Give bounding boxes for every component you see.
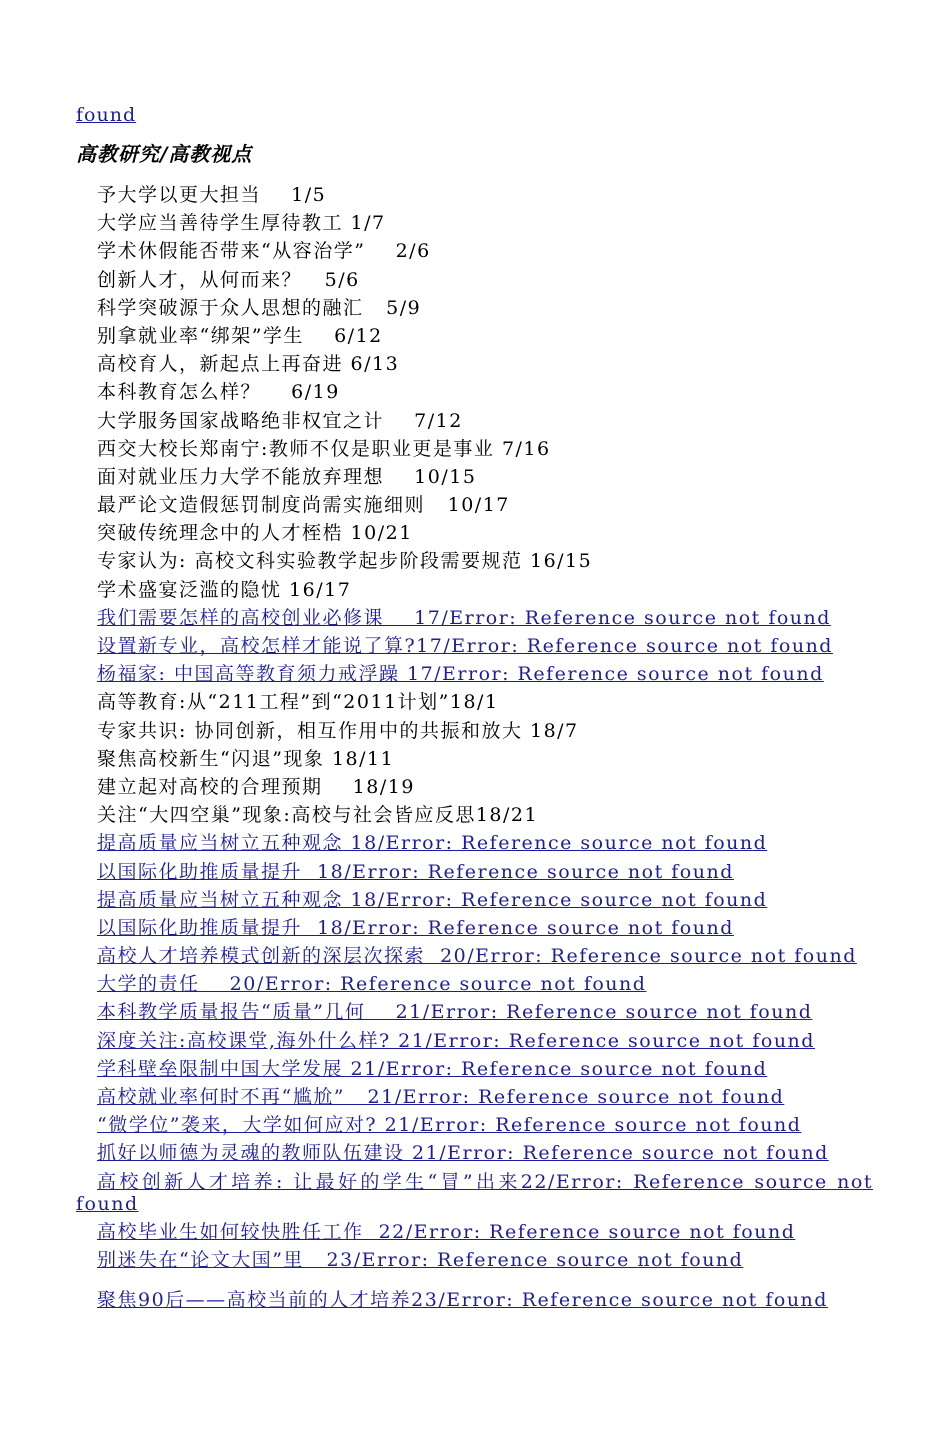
- toc-link-text[interactable]: 聚焦90后——高校当前的人才培养23/Error: Reference source not found: [97, 1288, 828, 1311]
- toc-entry-text: 最严论文造假惩罚制度尚需实施细则 10/17: [97, 494, 510, 517]
- toc-entry: [97, 378, 887, 406]
- toc-entry: [97, 491, 887, 519]
- toc-entry-text: 本科教育怎么样？ 6/19: [97, 381, 340, 404]
- toc-entry-text: 突破传统理念中的人才桎梏 10/21: [97, 522, 413, 545]
- toc-entry-text: 予大学以更大担当 1/5: [97, 184, 327, 206]
- toc-link-text[interactable]: 高校毕业生如何较快胜任工作 22/Error: Reference source not found: [97, 1220, 796, 1243]
- toc-link-text[interactable]: 提高质量应当树立五种观念 18/Error: Reference source not found: [97, 888, 768, 911]
- toc-entry: [97, 745, 887, 773]
- toc-link-item[interactable]: [97, 858, 887, 886]
- toc-link-text[interactable]: 学科壁垒限制中国大学发展 21/Error: Reference source not found: [97, 1057, 768, 1080]
- toc-link-item[interactable]: [97, 970, 887, 998]
- toc-entry-text: 高等教育:从“211工程”到“2011计划”18/1: [97, 691, 499, 714]
- toc-link-text[interactable]: 别迷失在“论文大国”里 23/Error: Reference source not found: [97, 1248, 744, 1271]
- toc-link-text[interactable]: 高校就业率何时不再“尴尬” 21/Error: Reference source not found: [97, 1086, 785, 1108]
- toc-link-item[interactable]: [97, 1139, 887, 1167]
- toc-entry: [97, 801, 887, 829]
- toc-entry-text: 关注“大四空巢”现象:高校与社会皆应反思18/21: [97, 804, 539, 827]
- toc-link-text[interactable]: 抓好以师德为灵魂的教师队伍建设 21/Error: Reference source not found: [97, 1142, 829, 1165]
- toc-link-item[interactable]: [97, 1027, 887, 1055]
- toc-entry: [97, 237, 887, 265]
- toc-link-item[interactable]: [97, 1246, 887, 1274]
- toc-entry-text: 别拿就业率“绑架”学生 6/12: [97, 324, 383, 347]
- toc-link-text[interactable]: 以国际化助推质量提升 18/Error: Reference source not found: [97, 916, 734, 939]
- toc-link-text[interactable]: 高校人才培养模式创新的深层次探索 20/Error: Reference source not found: [97, 945, 857, 968]
- toc-link-text[interactable]: 深度关注:高校课堂,海外什么样? 21/Error: Reference source not found: [97, 1029, 815, 1052]
- toc-link-text[interactable]: 设置新专业，高校怎样才能说了算?17/Error: Reference source not found: [97, 635, 833, 657]
- toc-link-item[interactable]: [97, 1218, 887, 1246]
- toc-entry: [97, 294, 887, 322]
- toc-entry: [97, 519, 887, 547]
- toc-entry-text: 大学应当善待学生厚待教工 1/7: [97, 212, 386, 235]
- toc-entry-text: 学术休假能否带来“从容治学” 2/6: [97, 240, 431, 263]
- toc-entry: [97, 350, 887, 378]
- toc-link-text[interactable]: 提高质量应当树立五种观念 18/Error: Reference source not found: [97, 832, 768, 855]
- wrapped-link-fragment[interactable]: found: [76, 104, 137, 126]
- section-heading: 高教研究/高教视点: [76, 142, 253, 166]
- toc-entry-text: 科学突破源于众人思想的融汇 5/9: [97, 296, 422, 319]
- toc-link-text[interactable]: 高校创新人才培养: 让最好的学生“冒”出来22/Error: Reference source not: [97, 1170, 873, 1193]
- toc-entry: [97, 547, 887, 575]
- toc-link-text-continued[interactable]: found: [76, 1192, 139, 1215]
- toc-entry: [97, 688, 887, 716]
- toc-entry-text: 高校育人，新起点上再奋进 6/13: [97, 353, 400, 376]
- toc-entry: [97, 435, 887, 463]
- toc-link-item[interactable]: [97, 1111, 887, 1139]
- toc-entry-text: 创新人才，从何而来？ 5/6: [97, 268, 360, 291]
- toc-entry: [97, 717, 887, 745]
- toc-entry: [97, 773, 887, 801]
- toc-entry: [97, 266, 887, 294]
- toc-link-text[interactable]: “微学位”袭来，大学如何应对? 21/Error: Reference source not found: [97, 1114, 802, 1137]
- toc-link-text[interactable]: 我们需要怎样的高校创业必修课 17/Error: Reference source not found: [97, 606, 831, 629]
- toc-link-item[interactable]: [97, 886, 887, 914]
- toc-link-item[interactable]: [97, 1055, 887, 1083]
- toc-link-item[interactable]: [97, 914, 887, 942]
- toc-entry-text: 专家认为: 高校文科实验教学起步阶段需要规范 16/15: [97, 550, 593, 573]
- toc-link-item[interactable]: [97, 998, 887, 1026]
- toc-link-item[interactable]: [76, 1168, 887, 1218]
- toc-entry-text: 大学服务国家战略绝非权宜之计 7/12: [97, 409, 463, 432]
- toc-link-text[interactable]: 本科教学质量报告“质量”几何 21/Error: Reference source not found: [97, 1001, 813, 1024]
- toc-link-item[interactable]: [97, 660, 887, 688]
- toc-link-item[interactable]: [97, 632, 887, 660]
- toc-link-item[interactable]: [97, 1083, 887, 1111]
- toc-entry: [97, 576, 887, 604]
- toc-link-text[interactable]: 杨福家: 中国高等教育须力戒浮躁 17/Error: Reference source not found: [97, 663, 824, 686]
- toc-list: [76, 181, 887, 1314]
- toc-link-text[interactable]: 以国际化助推质量提升 18/Error: Reference source not found: [97, 860, 734, 883]
- toc-entry: [97, 463, 887, 491]
- toc-entry-text: 聚焦高校新生“闪退”现象 18/11: [97, 747, 395, 770]
- toc-link-item[interactable]: [97, 942, 887, 970]
- toc-entry-text: 面对就业压力大学不能放弃理想 10/15: [97, 465, 477, 488]
- toc-link-item[interactable]: [97, 829, 887, 857]
- toc-entry: [97, 181, 887, 209]
- toc-link-item[interactable]: [97, 604, 887, 632]
- toc-link-item[interactable]: [97, 1286, 887, 1314]
- toc-link-text[interactable]: 大学的责任 20/Error: Reference source not found: [97, 973, 647, 996]
- toc-entry-text: 建立起对高校的合理预期 18/19: [97, 775, 415, 798]
- toc-entry-text: 西交大校长郑南宁:教师不仅是职业更是事业 7/16: [97, 437, 551, 460]
- toc-entry-text: 学术盛宴泛滥的隐忧 16/17: [97, 578, 352, 601]
- toc-entry-text: 专家共识: 协同创新，相互作用中的共振和放大 18/7: [97, 719, 579, 742]
- toc-entry: [97, 407, 887, 435]
- toc-entry: [97, 322, 887, 350]
- toc-entry: [97, 209, 887, 237]
